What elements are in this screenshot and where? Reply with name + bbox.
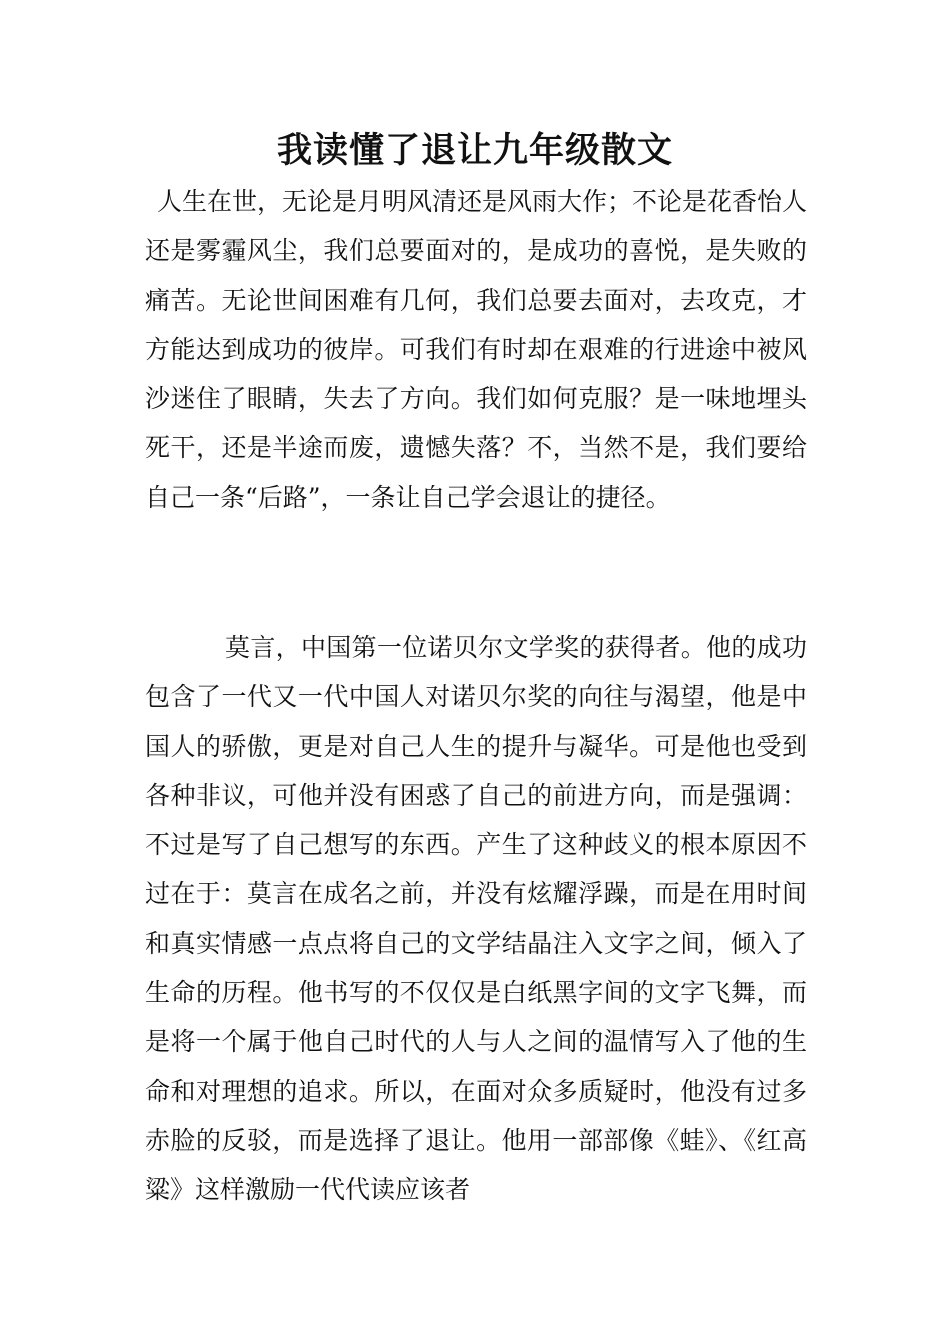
paragraph-intro: 人生在世，无论是月明风清还是风雨大作；不论是花香怡人还是雾霾风尘，我们总要面对的，是成功的喜悦，是失败的痛苦。无论世间困难有几何，我们总要去面对，去攻克，才方能达到成功的彼岸。可我们有时却在艰难的行进途中被风沙迷住了眼睛，失去了方向。我们如何克服？是一味地埋头死干，还是半途而废，遗憾失落？不，当然不是，我们要给自己一条“后路”，一条让自己学会退让的捷径。 (145, 187, 808, 512)
document-title: 我读懂了退让九年级散文 (276, 131, 673, 171)
paragraph-moyan: 莫言，中国第一位诺贝尔文学奖的获得者。他的成功包含了一代又一代中国人对诺贝尔奖的向往与渴望，他是中国人的骄傲，更是对自己人生的提升与凝华。可是他也受到各种非议，可他并没有困惑了自己的前进方向，而是强调：不过是写了自己想写的东西。产生了这种歧义的根本原因不过在于：莫言在成名之前，并没有炫耀浮躁，而是在用时间和真实情感一点点将自己的文学结晶注入文字之间，倾入了生命的历程。他书写的不仅仅是白纸黑字间的文字飞舞，而是将一个属于他自己时代的人与人之间的温情写入了他的生命和对理想的追求。所以，在面对众多质疑时，他没有过多赤脸的反驳，而是选择了退让。他用一部部像《蛙》、《红高粱》这样激励一代代读应该者 (145, 633, 807, 1205)
